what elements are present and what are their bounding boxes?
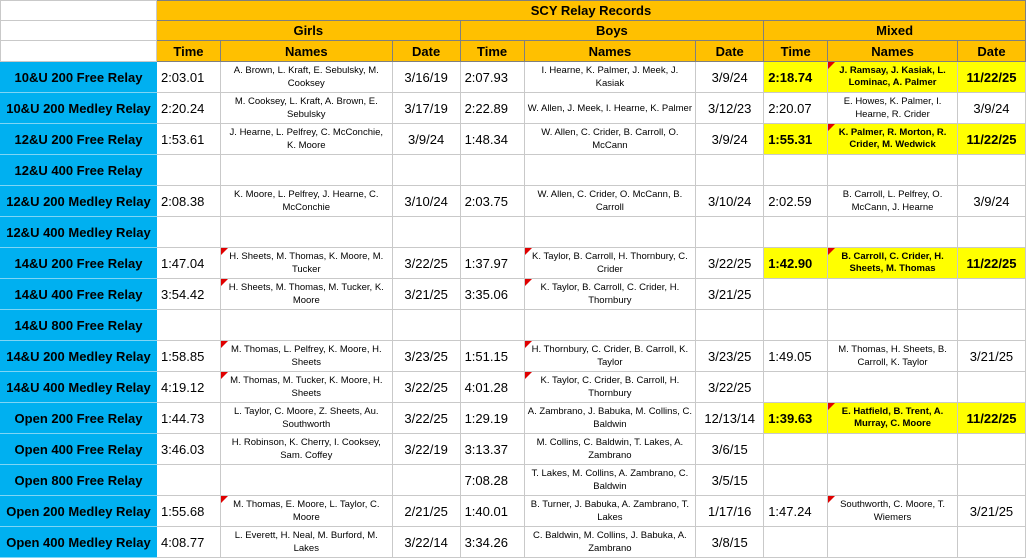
comment-indicator-icon[interactable] [525,279,532,286]
girls-names-text: H. Sheets, M. Thomas, K. Moore, M. Tucker [229,251,384,275]
girls-time-cell[interactable]: 1:55.68 [156,496,220,527]
table-row [1,434,1026,465]
event-name-cell[interactable]: 14&U 400 Medley Relay [1,372,157,403]
boys-names-cell[interactable] [524,341,696,372]
girls-names-cell[interactable] [220,341,392,372]
boys-names-text: K. Taylor, B. Carroll, C. Crider, H. Thornbury [540,282,680,306]
girls-time-cell[interactable]: 4:19.12 [156,372,220,403]
mixed-names-text: J. Ramsay, J. Kasiak, L. Lominac, A. Palmer [839,65,946,88]
corner-cell[interactable] [1,21,157,41]
boys-names-cell[interactable] [524,372,696,403]
comment-indicator-icon[interactable] [221,372,228,379]
girls-date-cell[interactable]: 3/10/24 [392,186,460,217]
girls-date-cell[interactable]: 3/16/19 [392,62,460,93]
boys-date-cell[interactable]: 12/13/14 [696,403,764,434]
col-header-time[interactable]: Time [156,41,220,62]
boys-names-text: B. Turner, J. Babuka, A. Zambrano, T. Lakes [530,499,689,523]
sheet-title[interactable]: SCY Relay Records [156,1,1025,21]
boys-date-cell[interactable]: 3/23/25 [696,341,764,372]
table-row [1,124,1026,155]
boys-names-cell[interactable] [524,465,696,496]
mixed-date-cell[interactable] [957,279,1025,310]
boys-time-cell[interactable]: 2:22.89 [460,93,524,124]
event-name-cell[interactable]: 12&U 400 Free Relay [1,155,157,186]
mixed-time-cell[interactable] [764,310,828,341]
girls-date-cell[interactable]: 3/9/24 [392,124,460,155]
col-header-names[interactable]: Names [220,41,392,62]
comment-indicator-icon[interactable] [828,124,835,131]
table-row [1,248,1026,279]
mixed-time-cell[interactable] [764,434,828,465]
girls-names-cell[interactable] [220,527,392,558]
boys-time-cell[interactable] [460,217,524,248]
mixed-time-cell[interactable]: 1:42.90 [764,248,828,279]
girls-date-cell[interactable]: 3/23/25 [392,341,460,372]
girls-time-cell[interactable]: 1:58.85 [156,341,220,372]
girls-names-cell[interactable] [220,403,392,434]
table-row [1,155,1026,186]
col-header-date[interactable]: Date [957,41,1025,62]
mixed-date-cell[interactable] [957,310,1025,341]
girls-names-cell[interactable] [220,217,392,248]
boys-names-cell[interactable] [524,434,696,465]
girls-names-text: H. Robinson, K. Cherry, I. Cooksey, Sam. Coffey [231,437,381,461]
girls-names-cell[interactable] [220,465,392,496]
mixed-names-cell[interactable] [828,155,958,186]
mixed-date-cell[interactable] [957,155,1025,186]
mixed-names-text: E. Hatfield, B. Trent, A. Murray, C. Moore [841,406,944,429]
boys-names-text: H. Thornbury, C. Crider, B. Carroll, K. Taylor [531,344,689,368]
col-header-date[interactable]: Date [696,41,764,62]
mixed-date-cell[interactable] [957,465,1025,496]
comment-indicator-icon[interactable] [221,248,228,255]
mixed-names-cell[interactable] [828,434,958,465]
girls-names-cell[interactable] [220,62,392,93]
girls-date-cell[interactable]: 3/22/19 [392,434,460,465]
event-name-cell[interactable]: 10&U 200 Medley Relay [1,93,157,124]
girls-time-cell[interactable] [156,155,220,186]
boys-names-text: W. Allen, C. Crider, O. McCann, B. Carroll [537,189,683,213]
girls-names-text: J. Hearne, L. Pelfrey, C. McConchie, K. Moore [229,127,384,151]
mixed-time-cell[interactable] [764,372,828,403]
mixed-time-cell[interactable]: 2:02.59 [764,186,828,217]
col-header-time[interactable]: Time [764,41,828,62]
mixed-date-cell[interactable]: 3/9/24 [957,93,1025,124]
col-header-time[interactable]: Time [460,41,524,62]
boys-names-text: K. Taylor, C. Crider, B. Carroll, H. Thornbury [540,375,680,399]
boys-time-cell[interactable]: 3:13.37 [460,434,524,465]
table-row [1,186,1026,217]
comment-indicator-icon[interactable] [525,341,532,348]
event-name-cell[interactable]: Open 200 Free Relay [1,403,157,434]
comment-indicator-icon[interactable] [828,62,835,69]
boys-names-cell[interactable] [524,279,696,310]
mixed-names-cell[interactable] [828,403,958,434]
boys-names-cell[interactable] [524,217,696,248]
girls-names-cell[interactable] [220,93,392,124]
girls-time-cell[interactable]: 2:03.01 [156,62,220,93]
boys-date-cell[interactable]: 3/6/15 [696,434,764,465]
girls-names-text: M. Thomas, L. Pelfrey, K. Moore, H. Sheets [230,344,382,368]
boys-time-cell[interactable]: 1:48.34 [460,124,524,155]
mixed-date-cell[interactable]: 11/22/25 [957,248,1025,279]
group-header-girls[interactable]: Girls [156,21,460,41]
table-row [1,527,1026,558]
comment-indicator-icon[interactable] [525,248,532,255]
boys-time-cell[interactable] [460,155,524,186]
mixed-date-cell[interactable] [957,372,1025,403]
corner-cell[interactable] [1,1,157,21]
girls-date-cell[interactable] [392,465,460,496]
boys-names-cell[interactable] [524,155,696,186]
boys-names-text: C. Baldwin, M. Collins, J. Babuka, A. Zambrano [533,530,687,554]
boys-date-cell[interactable] [696,155,764,186]
mixed-date-cell[interactable] [957,217,1025,248]
corner-cell[interactable] [1,41,157,62]
girls-names-text: M. Cooksey, L. Kraft, A. Brown, E. Sebulsky [234,96,378,120]
girls-names-cell[interactable] [220,279,392,310]
boys-time-cell[interactable]: 4:01.28 [460,372,524,403]
girls-names-text: M. Thomas, M. Tucker, K. Moore, H. Sheets [230,375,383,399]
mixed-time-cell[interactable] [764,217,828,248]
table-row [1,217,1026,248]
girls-date-cell[interactable] [392,310,460,341]
boys-date-cell[interactable]: 3/9/24 [696,124,764,155]
girls-names-cell[interactable] [220,310,392,341]
mixed-names-text: Southworth, C. Moore, T. Wiemers [840,499,945,523]
mixed-names-cell[interactable] [828,527,958,558]
boys-names-cell[interactable] [524,124,696,155]
girls-time-cell[interactable]: 1:53.61 [156,124,220,155]
event-name-cell[interactable]: 10&U 200 Free Relay [1,62,157,93]
girls-time-cell[interactable]: 3:46.03 [156,434,220,465]
mixed-names-cell[interactable] [828,372,958,403]
mixed-names-cell[interactable] [828,310,958,341]
boys-names-text: K. Taylor, B. Carroll, H. Thornbury, C. Crider [532,251,688,275]
girls-date-cell[interactable] [392,155,460,186]
boys-time-cell[interactable] [460,310,524,341]
mixed-names-cell[interactable] [828,248,958,279]
girls-time-cell[interactable] [156,465,220,496]
boys-names-text: I. Hearne, K. Palmer, J. Meek, J. Kasiak [541,65,679,89]
event-name-cell[interactable]: 12&U 400 Medley Relay [1,217,157,248]
boys-date-cell[interactable] [696,310,764,341]
boys-time-cell[interactable]: 1:40.01 [460,496,524,527]
mixed-names-text: M. Thomas, H. Sheets, B. Carroll, K. Taylor [838,344,947,368]
records-body [1,62,1026,558]
event-name-cell[interactable]: Open 400 Medley Relay [1,527,157,558]
girls-names-cell[interactable] [220,124,392,155]
comment-indicator-icon[interactable] [828,248,835,255]
mixed-date-cell[interactable] [957,434,1025,465]
table-row [1,372,1026,403]
boys-names-text: T. Lakes, M. Collins, A. Zambrano, C. Baldwin [531,468,689,492]
boys-names-text: W. Allen, C. Crider, B. Carroll, O. McCann [541,127,679,151]
mixed-date-cell[interactable]: 11/22/25 [957,403,1025,434]
boys-date-cell[interactable]: 3/22/25 [696,248,764,279]
mixed-names-text: B. Carroll, L. Pelfrey, O. McCann, J. Hearne [842,189,943,213]
girls-names-cell[interactable] [220,186,392,217]
girls-names-cell[interactable] [220,496,392,527]
event-name-cell[interactable]: 12&U 200 Free Relay [1,124,157,155]
event-name-cell[interactable]: Open 800 Free Relay [1,465,157,496]
boys-date-cell[interactable] [696,217,764,248]
mixed-names-text: B. Carroll, C. Crider, H. Sheets, M. Thomas [841,251,944,274]
mixed-time-cell[interactable] [764,465,828,496]
mixed-names-cell[interactable] [828,124,958,155]
boys-time-cell[interactable]: 1:51.15 [460,341,524,372]
boys-names-text: M. Collins, C. Baldwin, T. Lakes, A. Zambrano [536,437,684,461]
boys-names-cell[interactable] [524,93,696,124]
boys-time-cell[interactable]: 3:35.06 [460,279,524,310]
boys-date-cell[interactable]: 3/22/25 [696,372,764,403]
table-row [1,62,1026,93]
boys-time-cell[interactable]: 2:03.75 [460,186,524,217]
col-header-date[interactable]: Date [392,41,460,62]
boys-names-cell[interactable] [524,248,696,279]
girls-date-cell[interactable]: 3/22/25 [392,372,460,403]
boys-names-cell[interactable] [524,496,696,527]
event-name-cell[interactable]: 14&U 200 Free Relay [1,248,157,279]
mixed-names-cell[interactable] [828,279,958,310]
table-row [1,403,1026,434]
girls-names-cell[interactable] [220,248,392,279]
girls-date-cell[interactable]: 3/22/25 [392,403,460,434]
mixed-date-cell[interactable] [957,527,1025,558]
comment-indicator-icon[interactable] [221,341,228,348]
boys-date-cell[interactable]: 1/17/16 [696,496,764,527]
girls-names-text: M. Thomas, E. Moore, L. Taylor, C. Moore [233,499,380,523]
mixed-time-cell[interactable] [764,279,828,310]
mixed-date-cell[interactable]: 3/21/25 [957,496,1025,527]
girls-date-cell[interactable]: 3/22/14 [392,527,460,558]
event-name-cell[interactable]: 14&U 800 Free Relay [1,310,157,341]
group-header-mixed[interactable]: Mixed [764,21,1026,41]
girls-names-cell[interactable] [220,434,392,465]
table-row [1,465,1026,496]
table-row [1,496,1026,527]
girls-date-cell[interactable]: 3/21/25 [392,279,460,310]
girls-time-cell[interactable]: 1:44.73 [156,403,220,434]
mixed-names-cell[interactable] [828,341,958,372]
mixed-date-cell[interactable]: 11/22/25 [957,124,1025,155]
boys-names-cell[interactable] [524,62,696,93]
girls-date-cell[interactable]: 3/22/25 [392,248,460,279]
girls-date-cell[interactable] [392,217,460,248]
mixed-names-cell[interactable] [828,465,958,496]
girls-time-cell[interactable]: 1:47.04 [156,248,220,279]
girls-time-cell[interactable]: 2:20.24 [156,93,220,124]
comment-indicator-icon[interactable] [221,496,228,503]
boys-time-cell[interactable]: 1:29.19 [460,403,524,434]
girls-time-cell[interactable]: 3:54.42 [156,279,220,310]
girls-time-cell[interactable]: 2:08.38 [156,186,220,217]
girls-names-cell[interactable] [220,155,392,186]
mixed-time-cell[interactable]: 1:49.05 [764,341,828,372]
girls-names-text: A. Brown, L. Kraft, E. Sebulsky, M. Cooksey [233,65,379,89]
girls-names-cell[interactable] [220,372,392,403]
mixed-names-cell[interactable] [828,496,958,527]
event-name-cell[interactable]: Open 400 Free Relay [1,434,157,465]
boys-time-cell[interactable]: 1:37.97 [460,248,524,279]
mixed-time-cell[interactable]: 1:47.24 [764,496,828,527]
col-header-names[interactable]: Names [828,41,958,62]
comment-indicator-icon[interactable] [828,496,835,503]
girls-names-text: L. Taylor, C. Moore, Z. Sheets, Au. Southworth [234,406,379,430]
boys-date-cell[interactable]: 3/5/15 [696,465,764,496]
boys-date-cell[interactable]: 3/21/25 [696,279,764,310]
mixed-date-cell[interactable]: 11/22/25 [957,62,1025,93]
mixed-names-cell[interactable] [828,93,958,124]
boys-date-cell[interactable]: 3/12/23 [696,93,764,124]
boys-date-cell[interactable]: 3/10/24 [696,186,764,217]
col-header-names[interactable]: Names [524,41,696,62]
comment-indicator-icon[interactable] [828,403,835,410]
girls-date-cell[interactable]: 2/21/25 [392,496,460,527]
boys-time-cell[interactable]: 7:08.28 [460,465,524,496]
table-row [1,341,1026,372]
event-name-cell[interactable]: 14&U 200 Medley Relay [1,341,157,372]
table-row [1,310,1026,341]
boys-time-cell[interactable]: 3:34.26 [460,527,524,558]
boys-names-text: W. Allen, J. Meek, I. Hearne, K. Palmer [527,102,692,114]
mixed-names-cell[interactable] [828,186,958,217]
comment-indicator-icon[interactable] [525,372,532,379]
event-name-cell[interactable]: 14&U 400 Free Relay [1,279,157,310]
group-header-boys[interactable]: Boys [460,21,764,41]
mixed-names-cell[interactable] [828,62,958,93]
boys-names-cell[interactable] [524,527,696,558]
mixed-time-cell[interactable]: 2:20.07 [764,93,828,124]
mixed-time-cell[interactable]: 2:18.74 [764,62,828,93]
mixed-names-text: E. Howes, K. Palmer, I. Hearne, R. Crider [843,96,942,120]
boys-names-cell[interactable] [524,186,696,217]
boys-names-cell[interactable] [524,403,696,434]
mixed-date-cell[interactable]: 3/9/24 [957,186,1025,217]
boys-time-cell[interactable]: 2:07.93 [460,62,524,93]
event-name-cell[interactable]: 12&U 200 Medley Relay [1,186,157,217]
girls-date-cell[interactable]: 3/17/19 [392,93,460,124]
girls-time-cell[interactable] [156,217,220,248]
girls-names-text: L. Everett, H. Neal, M. Burford, M. Lakes [234,530,378,554]
boys-date-cell[interactable]: 3/9/24 [696,62,764,93]
mixed-time-cell[interactable]: 1:39.63 [764,403,828,434]
table-row [1,279,1026,310]
girls-names-text: H. Sheets, M. Thomas, M. Tucker, K. Moore [228,282,384,306]
table-row [1,93,1026,124]
mixed-names-text: K. Palmer, R. Morton, R. Crider, M. Wedwick [838,127,947,150]
boys-names-text: A. Zambrano, J. Babuka, M. Collins, C. Baldwin [527,406,692,430]
mixed-time-cell[interactable] [764,527,828,558]
boys-names-cell[interactable] [524,310,696,341]
girls-time-cell[interactable]: 4:08.77 [156,527,220,558]
mixed-date-cell[interactable]: 3/21/25 [957,341,1025,372]
girls-names-text: K. Moore, L. Pelfrey, J. Hearne, C. McConchie [234,189,379,213]
event-name-cell[interactable]: Open 200 Medley Relay [1,496,157,527]
mixed-names-cell[interactable] [828,217,958,248]
mixed-time-cell[interactable] [764,155,828,186]
mixed-time-cell[interactable]: 1:55.31 [764,124,828,155]
girls-time-cell[interactable] [156,310,220,341]
comment-indicator-icon[interactable] [221,279,228,286]
boys-date-cell[interactable]: 3/8/15 [696,527,764,558]
